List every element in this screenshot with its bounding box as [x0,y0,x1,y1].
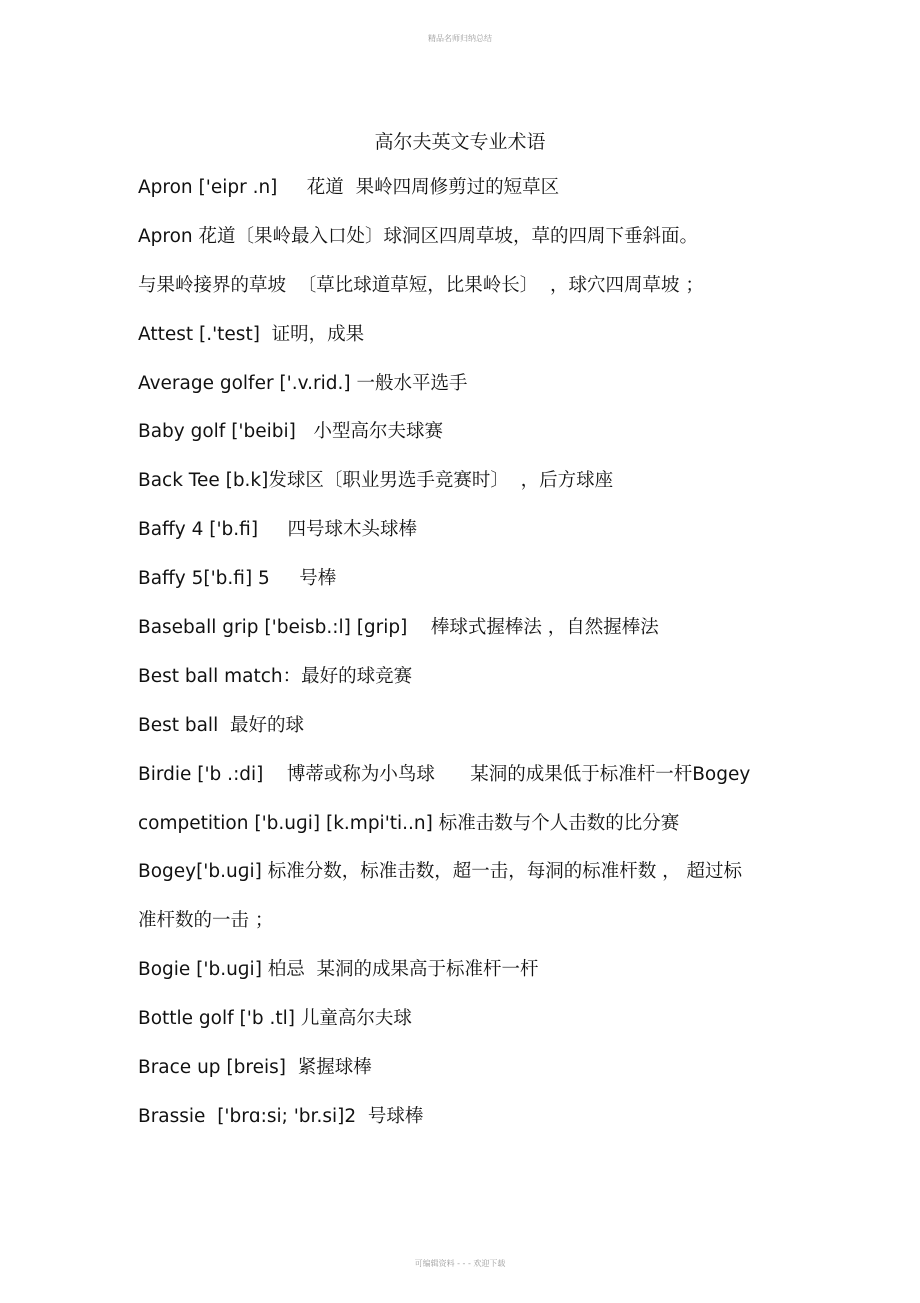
glossary-line: Best ball 最好的球 [138,714,304,736]
glossary-line: Brassie ['brɑ:si; 'br.si]2 号球棒 [138,1105,424,1127]
glossary-line: Best ball match：最好的球竞赛 [138,665,413,687]
glossary-line: Bottle golf ['b .tl] 儿童高尔夫球 [138,1008,412,1030]
glossary-line: Apron ['eipr .n] 花道 果岭四周修剪过的短草区 [138,177,560,198]
glossary-line: Bogey['b.uɡi] 标准分数，标准击数，超一击，每洞的标准杆数 ， 超过标 [138,861,742,883]
glossary-line: 准杆数的一击 ； [138,910,274,932]
page-header-note: 精品名师归纳总结 [428,34,492,43]
glossary-line: Back Tee [b.k]发球区〔职业男选手竞赛时〕 ，后方球座 [138,470,614,492]
glossary-line: competition ['b.uɡi] [k.mpi'ti..n] 标准击数与个人击数的比分赛 [138,812,680,834]
glossary-line: Birdie ['b .:di] 博蒂或称为小鸟球 某洞的成果低于标准杆一杆Bogey [138,763,751,785]
glossary-line: Bogie ['b.uɡi] 柏忌 某洞的成果高于标准杆一杆 [138,959,539,981]
glossary-line: Baby golf ['beibi] 小型高尔夫球赛 [138,421,444,443]
glossary-line: Baffy 4 ['b.fi] 四号球木头球棒 [138,519,417,541]
glossary-line: Brace up [breis] 紧握球棒 [138,1057,372,1079]
glossary-line: 与果岭接界的草坡 〔草比球道草短，比果岭长〕 ，球穴四周草坡 ； [138,274,704,296]
glossary-line: Apron 花道〔果岭最入口处〕球洞区四周草坡，草的四周下垂斜面。 [138,225,699,247]
page-footer-note: 可编辑资料 - - - 欢迎下载 [414,1259,506,1268]
glossary-line: Average golfer ['.v.rid.] 一般水平选手 [138,372,468,394]
glossary-line: Attest [.'test] 证明，成果 [138,323,365,345]
glossary-lines [138,175,798,1153]
glossary-line: Baffy 5['b.fi] 5 号棒 [138,568,337,590]
glossary-line: Baseball grip ['beisb.:l] [grip] 棒球式握棒法 ，自然握棒法 [138,617,659,639]
document-title: 高尔夫英文专业术语 [374,131,546,153]
